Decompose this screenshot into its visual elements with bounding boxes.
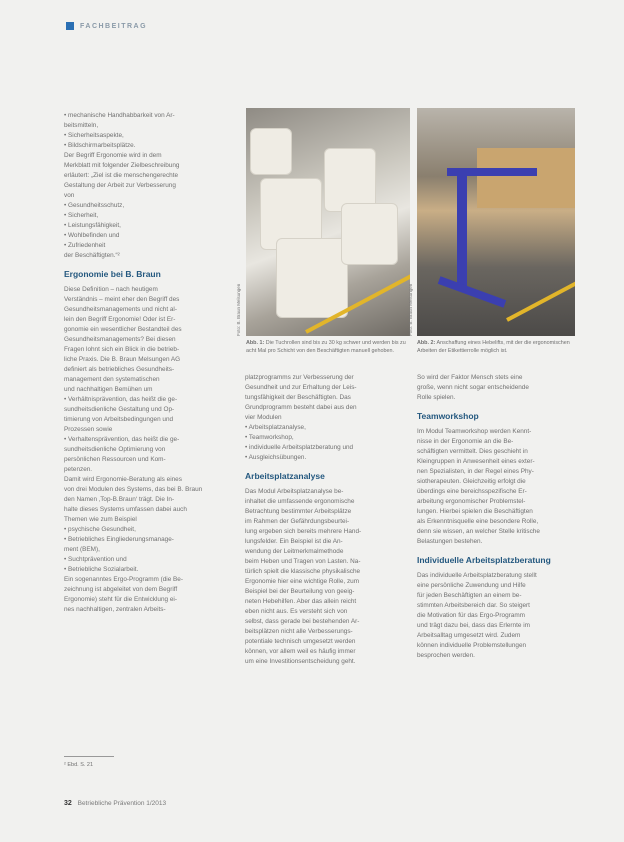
text-line: • Arbeitsplatzanalyse, [245, 424, 306, 431]
page-header [66, 22, 147, 30]
text-line: management den systematischen [64, 376, 160, 383]
text-line: lein den Begriff Ergonomie! Oder ist Er- [64, 316, 176, 323]
text-line: selbst, dass gerade bei bestehenden Ar- [245, 618, 360, 625]
column-middle [245, 373, 410, 667]
column-right [417, 373, 577, 661]
text-line: Ergonomie hier eine wichtige Rolle, zum [245, 578, 360, 585]
text-line: potentiale technisch umgesetzt werden [245, 638, 356, 645]
text-line: nisse in der Ergonomie an die Be- [417, 438, 514, 445]
text-line: Gesundheitsmanagements? Bei diesen [64, 336, 176, 343]
text-line: denn sie wissen, an welcher Stelle kritische [417, 528, 540, 535]
text-line: Belastungen bestehen. [417, 538, 483, 545]
photo-fabric-rolls [246, 108, 410, 336]
text-line: • Teamworkshop, [245, 434, 294, 441]
text-line: nen Spezialisten, in der Regel eines Phy- [417, 468, 534, 475]
text-line: • Ausgleichsübungen. [245, 454, 307, 461]
text-line: timierung von Arbeitsbedingungen und [64, 416, 174, 423]
caption-figure-1-text: Die Tuchrollen sind bis zu 30 kg schwer und werden bis zu acht Mal pro Schicht von den Beschäftigten manuell gehoben. [246, 340, 406, 354]
text-line: neten Hebehilfen. Aber das allein reicht [245, 598, 357, 605]
text-line: • psychische Gesundheit, [64, 526, 136, 533]
text-line: inhaltet die umfassende ergonomische [245, 498, 355, 505]
text-line: eine persönliche Zuwendung und Hilfe [417, 582, 526, 589]
text-line: beitsplätzen nicht alle Verbesserungs- [245, 628, 353, 635]
text-line: Prozessen sowie [64, 426, 113, 433]
text-line: von drei Modulen des Systems, das bei B. Braun [64, 486, 203, 493]
column-right-text-bottom [417, 571, 577, 661]
text-line: Der Begriff Ergonomie wird in dem [64, 152, 162, 159]
column-middle-text-bottom [245, 487, 410, 667]
text-line: Betrachtung bestimmter Arbeitsplätze [245, 508, 352, 515]
text-line: • Bildschirmarbeitsplätze. [64, 142, 136, 149]
text-line: • Wohlbefinden und [64, 232, 120, 239]
caption-figure-1 [246, 340, 410, 355]
publication-name: Betriebliche Prävention 1/2013 [77, 800, 167, 807]
text-line: • Verhältnisprävention, das heißt die ge- [64, 396, 178, 403]
text-line: • Betriebliche Sozialarbeit. [64, 566, 139, 573]
text-line: die Motivation für das Ergo-Programm [417, 612, 525, 619]
text-line: beitsmitteln, [64, 122, 99, 129]
text-line: Ergonomie) steht für die Entwicklung ei- [64, 596, 177, 603]
column-right-text-middle [417, 427, 577, 547]
text-line: • Suchtprävention und [64, 556, 127, 563]
text-line: sundheitsdienliche Gestaltung und Op- [64, 406, 175, 413]
column-left-text-bottom [64, 285, 244, 615]
text-line: große, wenn nicht sogar entscheidende [417, 384, 529, 391]
text-line: um eine Investitionsentscheidung geht. [245, 658, 356, 665]
text-line: können, vor allem weil es häufig immer [245, 648, 356, 655]
heading-ergonomie-bei-braun: Ergonomie bei B. Braun [64, 269, 161, 279]
text-line: erläutert: „Ziel ist die menschengerechte [64, 172, 179, 179]
photo-credit-1: Foto: B. Braun Melsungen [236, 283, 241, 336]
text-line: Ein sogenanntes Ergo-Programm (die Be- [64, 576, 183, 583]
heading-teamworkshop: Teamworkshop [417, 411, 479, 421]
text-line: • Sicherheitsaspekte, [64, 132, 124, 139]
text-line: • Betriebliches Eingliederungsmanage- [64, 536, 174, 543]
page-footer [64, 800, 166, 807]
footnote-divider [64, 756, 114, 757]
text-line: • Zufriedenheit [64, 242, 106, 249]
text-line: und trägt dazu bei, dass das Erlernte im [417, 622, 530, 629]
text-line: Das individuelle Arbeitsplatzberatung stellt [417, 572, 537, 579]
header-accent-bar [66, 22, 74, 30]
text-line: und nachhaltigen Bemühen um [64, 386, 153, 393]
text-line: lung ergeben sich bereits mehrere Hand- [245, 528, 362, 535]
page-number: 32 [64, 800, 72, 807]
text-line: der Beschäftigten.“² [64, 252, 120, 259]
text-line: sundheitsdienliche Optimierung von [64, 446, 166, 453]
text-line: vier Modulen [245, 414, 282, 421]
text-line: So wird der Faktor Mensch stets eine [417, 374, 523, 381]
text-line: • Leistungsfähigkeit, [64, 222, 121, 229]
text-line: den Namen ‚Top-B.Braun‘ trägt. Die In- [64, 496, 175, 503]
column-right-text-top [417, 373, 577, 403]
column-middle-text-top [245, 373, 410, 463]
text-line: Im Modul Teamworkshop werden Kennt- [417, 428, 532, 435]
text-line: besprochen werden. [417, 652, 475, 659]
text-line: türlich spielt die klassische physikalische [245, 568, 361, 575]
caption-figure-2 [417, 340, 577, 355]
text-line: Arbeitsalltag umgesetzt wird. Zudem [417, 632, 521, 639]
text-line: arbeitung ergonomischer Problemstel- [417, 498, 526, 505]
text-line: für jeden Beschäftigten an einem be- [417, 592, 522, 599]
text-line: platzprogramms zur Verbesserung der [245, 374, 354, 381]
text-line: Verständnis – meint eher den Begriff des [64, 296, 180, 303]
text-line: halte dieses Systems umfassen dabei auch [64, 506, 187, 513]
text-line: überdings eine bereichsspezifische Er- [417, 488, 527, 495]
text-line: • individuelle Arbeitsplatzberatung und [245, 444, 354, 451]
text-line: liche Praxis. Die B. Braun Melsungen AG [64, 356, 181, 363]
text-line: Gestaltung der Arbeit zur Verbesserung [64, 182, 176, 189]
text-line: • Verhaltensprävention, das heißt die ge- [64, 436, 180, 443]
text-line: Damit wird Ergonomie-Beratung als eines [64, 476, 182, 483]
text-line: wendung der Leitmerkmalmethode [245, 548, 344, 555]
text-line: • Sicherheit, [64, 212, 99, 219]
text-line: Rolle spielen. [417, 394, 456, 401]
heading-arbeitsplatzanalyse: Arbeitsplatzanalyse [245, 471, 325, 481]
caption-figure-2-text: Anschaffung eines Hebelifts, mit der die ergonomischen Arbeiten der Etikettierrolle möglich ist. [417, 340, 570, 354]
text-line: Das Modul Arbeitsplatzanalyse be- [245, 488, 344, 495]
photo-credit-2: Foto: B. Braun Melsungen [408, 283, 413, 336]
text-line: nes nachhaltigen, zentralen Arbeits- [64, 606, 166, 613]
text-line: • mechanische Handhabbarkeit von Ar- [64, 112, 175, 119]
caption-figure-1-label: Abb. 1: [246, 340, 265, 346]
text-line: als Erkenntnisquelle eine besondere Rolle, [417, 518, 539, 525]
text-line: gonomie ein wesentlicher Bestandteil des [64, 326, 182, 333]
text-line: eben nicht aus. Es versteht sich von [245, 608, 348, 615]
text-line: beim Heben und Tragen von Lasten. Na- [245, 558, 361, 565]
text-line: im Rahmen der Gefährdungsbeurtei- [245, 518, 350, 525]
text-line: Merkblatt mit folgender Zielbeschreibung [64, 162, 180, 169]
column-left [64, 111, 244, 615]
column-left-text-top [64, 111, 244, 261]
text-line: definiert als betriebliches Gesundheits- [64, 366, 175, 373]
text-line: können individuelle Problemstellungen [417, 642, 527, 649]
text-line: ment (BEM), [64, 546, 100, 553]
text-line: zeichnung ist abgeleitet von dem Begriff [64, 586, 178, 593]
caption-figure-2-label: Abb. 2: [417, 340, 436, 346]
photo-hoist-lift [417, 108, 575, 336]
text-line: • Gesundheitsschutz, [64, 202, 125, 209]
text-line: Gesundheitsmanagements und nicht al- [64, 306, 177, 313]
text-line: siotherapeuten. Gleichzeitig erfolgt die [417, 478, 526, 485]
text-line: lungsfelder. Ein Beispiel ist die An- [245, 538, 343, 545]
section-label: FACHBEITRAG [80, 22, 148, 30]
text-line: Diese Definition – nach heutigem [64, 286, 158, 293]
text-line: petenzen. [64, 466, 93, 473]
text-line: Grundprogramm besteht dabei aus den [245, 404, 357, 411]
text-line: Kleingruppen in Anwesenheit eines exter- [417, 458, 535, 465]
text-line: stimmten Arbeitsbereich dar. So steigert [417, 602, 530, 609]
text-line: Themen wie zum Beispiel [64, 516, 137, 523]
text-line: schäftigten vermittelt. Dies geschieht in [417, 448, 528, 455]
text-line: Beispiel bei der Beurteilung von geeig- [245, 588, 355, 595]
text-line: tungsfähigkeit der Beschäftigten. Das [245, 394, 351, 401]
text-line: lungen. Hierbei spielen die Beschäftigten [417, 508, 533, 515]
heading-arbeitsplatzberatung: Individuelle Arbeitsplatzberatung [417, 555, 551, 565]
text-line: persönlichen Ressourcen und Kom- [64, 456, 166, 463]
text-line: von [64, 192, 75, 199]
text-line: Gesundheit und zur Erhaltung der Leis- [245, 384, 357, 391]
footnote: ² Ebd. S. 21 [64, 762, 94, 768]
text-line: Fragen lohnt sich ein Blick in die betrieb- [64, 346, 180, 353]
